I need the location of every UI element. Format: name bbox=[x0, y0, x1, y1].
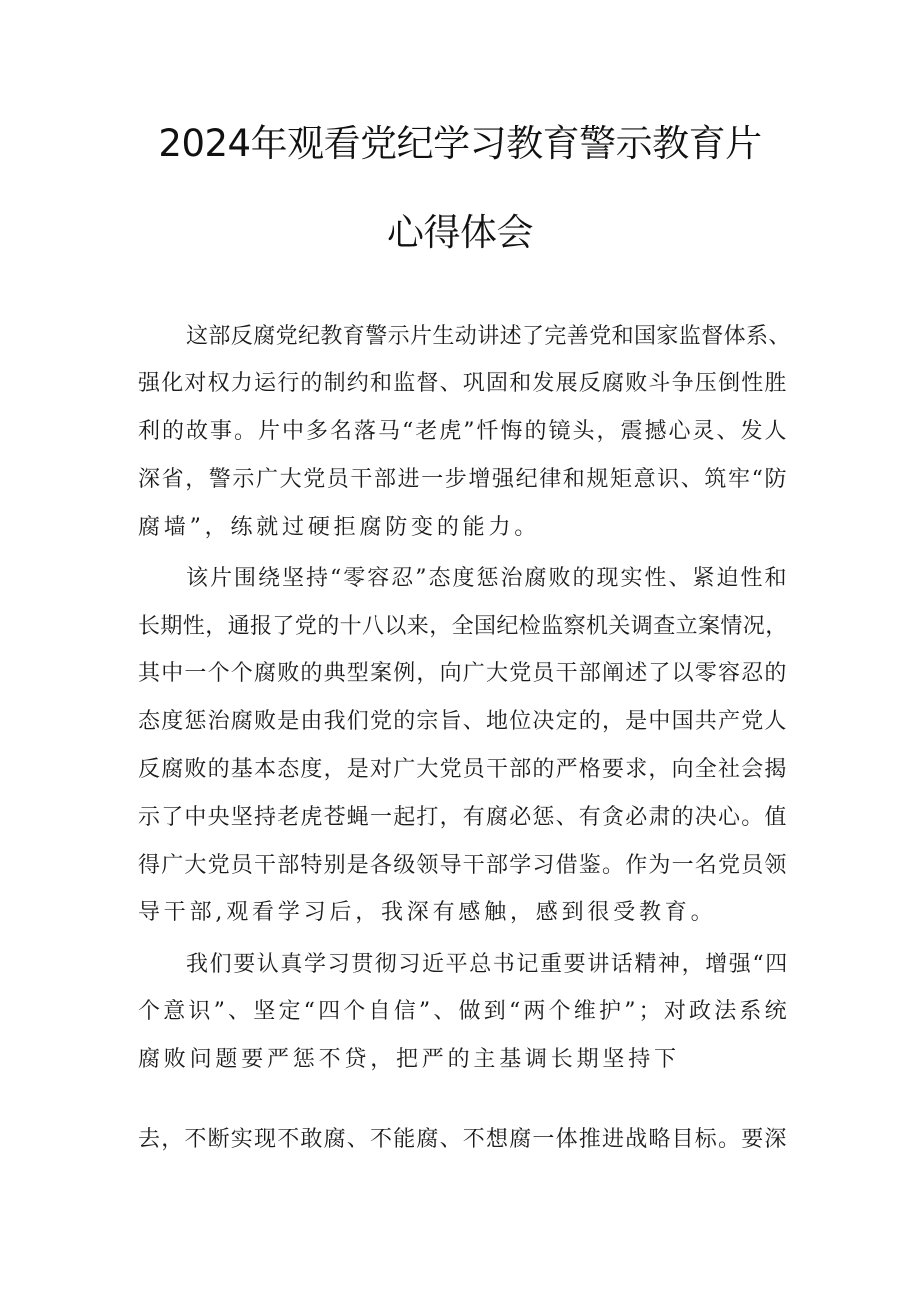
paragraph-line: 我们要认真学习贯彻习近平总书记重要讲话精神，增强“四 bbox=[186, 952, 789, 977]
paragraph-line: 该片围绕坚持“零容忍”态度惩治腐败的现实性、紧迫性和 bbox=[186, 566, 789, 591]
paragraph-line: 这部反腐党纪教育警示片生动讲述了完善党和国家监督体系、 bbox=[186, 324, 791, 349]
document-title-line-1: 2024年观看党纪学习教育警示教育片 bbox=[158, 122, 762, 165]
paragraph-line: 深省，警示广大党员干部进一步增强纪律和规矩意识、筑牢“防 bbox=[138, 467, 789, 492]
paragraph-line: 态度惩治腐败是由我们党的宗旨、地位决定的，是中国共产党人 bbox=[138, 709, 788, 734]
paragraph-line: 个意识”、坚定“四个自信”、做到“两个维护”；对政法系统 bbox=[138, 999, 790, 1024]
paragraph-line: 强化对权力运行的制约和监督、巩固和发展反腐败斗争压倒性胜 bbox=[138, 371, 788, 396]
paragraph-line: 导干部,观看学习后，我深有感触，感到很受教育。 bbox=[138, 900, 717, 925]
document-title-line-2: 心得体会 bbox=[387, 211, 533, 254]
paragraph-line: 利的故事。片中多名落马“老虎”忏悔的镜头，震撼心灵、发人 bbox=[138, 419, 789, 444]
paragraph-line: 腐败问题要严惩不贷，把严的主基调长期坚持下 bbox=[138, 1047, 680, 1072]
paragraph-line: 腐墙”，练就过硬拒腐防变的能力。 bbox=[138, 515, 541, 540]
paragraph-line: 其中一个个腐败的典型案例，向广大党员干部阐述了以零容忍的 bbox=[138, 661, 788, 686]
paragraph-line: 得广大党员干部特别是各级领导干部学习借鉴。作为一名党员领 bbox=[138, 853, 788, 878]
paragraph-line: 示了中央坚持老虎苍蝇一起打，有腐必惩、有贪必肃的决心。值 bbox=[138, 805, 788, 830]
paragraph-line: 去，不断实现不敢腐、不能腐、不想腐一体推进战略目标。要深 bbox=[138, 1127, 788, 1152]
paragraph-line: 长期性，通报了党的十八以来，全国纪检监察机关调查立案情况， bbox=[138, 614, 788, 639]
paragraph-line: 反腐败的基本态度，是对广大党员干部的严格要求，向全社会揭 bbox=[138, 757, 788, 782]
